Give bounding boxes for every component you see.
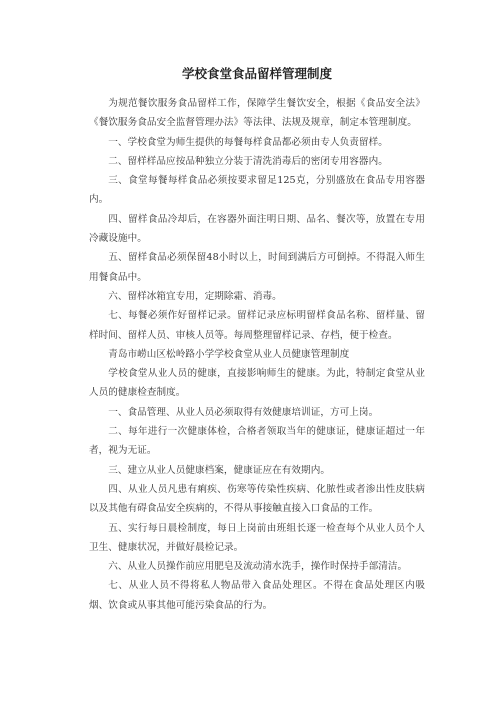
paragraph-health-intro: 学校食堂从业人员的健康，直接影响师生的健康。为此，特制定食堂从业人员的健康检查制度。 (89, 368, 425, 399)
paragraph-health-2: 二、每年进行一次健康体检，合格者领取当年的健康证，健康证超过一年者，视为无证。 (89, 426, 425, 457)
document-body (89, 94, 425, 615)
paragraph-rule-1: 一、学校食堂为师生提供的每餐每样食品都必须由专人负责留样。 (108, 136, 388, 148)
paragraph-health-4: 四、从业人员凡患有痢疾、伤寒等传染性疾病、化脓性或者渗出性皮肤病以及其他有碍食品安全疾病的，不得从事接触直接入口食品的工作。 (89, 483, 425, 515)
paragraph-rule-7: 七、每餐必须作好留样记录。留样记录应标明留样食品名称、留样量、留样时间、留样人员、审核人员等。每周整理留样记录、存档，便于检查。 (89, 310, 425, 341)
paragraph-health-6: 六、从业人员操作前应用肥皂及流动清水洗手，操作时保持手部清洁。 (108, 561, 408, 573)
paragraph-rule-2: 二、留样样品应按品种独立分装于清洗消毒后的密闭专用容器内。 (108, 155, 388, 167)
paragraph-rule-5: 五、留样食品必须保留48小时以上，时间到满后方可倒掉。不得混入师生用餐食品中。 (89, 252, 425, 283)
paragraph-health-1: 一、食品管理、从业人员必须取得有效健康培训证，方可上岗。 (108, 406, 379, 418)
document-title: 学校食堂食品留样管理制度 (181, 66, 332, 81)
paragraph-health-7: 七、从业人员不得将私人物品带入食品处理区。不得在食品处理区内吸烟、饮食或从事其他可能污染食品的行为。 (89, 580, 425, 611)
section-heading-health: 青岛市崂山区松岭路小学学校食堂从业人员健康管理制度 (108, 348, 350, 360)
paragraph-rule-6: 六、留样冰箱宜专用，定期除霜、消毒。 (108, 290, 282, 302)
paragraph-rule-3: 三、食堂每餐每样食品必须按要求留足125克，分别盛放在食品专用容器内。 (89, 175, 425, 206)
paragraph-health-3: 三、建立从业人员健康档案，健康证应在有效期内。 (108, 464, 330, 476)
paragraph-rule-4: 四、留样食品冷却后，在容器外面注明日期、品名、餐次等，放置在专用冷藏设施中。 (89, 213, 425, 245)
paragraph-health-5: 五、实行每日晨检制度，每日上岗前由班组长逐一检查每个从业人员个人卫生、健康状况，并做好晨检记录。 (89, 522, 425, 553)
paragraph-intro: 为规范餐饮服务食品留样工作，保障学生餐饮安全，根据《食品安全法》《餐饮服务食品安全监督管理办法》等法律、法规及规章，制定本管理制度。 (89, 98, 425, 129)
